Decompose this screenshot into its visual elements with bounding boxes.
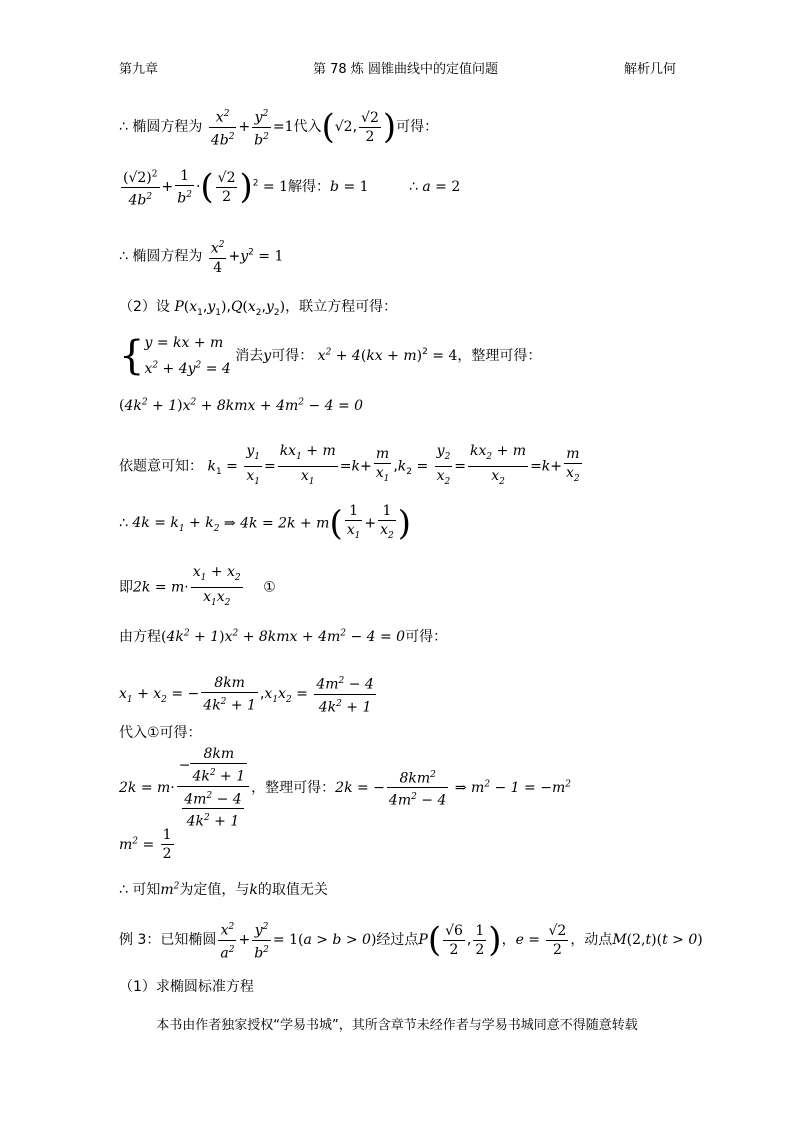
equation-line-4: （2）设 $P(x_1,y_1),Q(x_2,y_2)$，联立方程可得： — [119, 299, 398, 318]
equation-line-6: $(4k^2 + 1)x^2 + 8kmx + 4m^2 - 4 = 0$ — [119, 397, 364, 414]
equation-line-15: ∴ 可知$m^2$为定值，与k的取值无关 — [119, 881, 328, 898]
equation-line-9: 即2k = m· $\frac{x_1 + x_2}{x_1x_2}$ ① — [119, 564, 276, 608]
header-section: 解析几何 — [624, 62, 677, 77]
equation-line-10: 由方程$(4k^2 + 1)x^2 + 8kmx + 4m^2 - 4 = 0$可得： — [119, 628, 448, 645]
equation-line-3: ∴ 椭圆方程为 $\frac{x^2}{4}$ $+y^2 = 1$ — [119, 236, 283, 277]
equation-line-11: $x_1 + x_2$ = − $\frac{8km}{4k^2 + 1}$ $,x_1x_2$ = $\frac{4m^2 - 4}{4k^2 + 1}$ — [119, 672, 378, 716]
footer-notice: 本书由作者独家授权“学易书城”，其所含章节未经作者与学易书城同意不得随意转载 — [156, 1018, 638, 1033]
equation-line-1: ∴ 椭圆方程为 $\frac{x^2}{4b^2}$ + $\frac{y^2}{b^2}$ =1代入(√2, $\frac{√2}{2}$ )可得： — [119, 105, 438, 149]
equation-line-12: 代入①可得： — [119, 725, 202, 741]
header-chapter: 第九章 — [119, 62, 159, 77]
equation-line-13: 2k = m· − $\frac{8km}{4k^2 + 1}$ $\frac{4m^2 - 4}{4k^2 + 1}$ ，整理可得：2k = − $\frac{8km^2}{4m^2 - 4}$ ⇒ $m^2 - 1 = -m^2$ — [119, 746, 571, 830]
header-title: 第 78 炼 圆锥曲线中的定值问题 — [313, 62, 498, 77]
equation-line-8: ∴ $4k = k_1 + k_2$ ⇒ 4k = 2k + m( $\frac{1}{x_1}$ + $\frac{1}{x_2}$ ) — [119, 503, 411, 544]
equation-line-5: {y = kx + m $x^2 + 4y^2 = 4$ 消去y可得： $x^2 + 4(kx + m)^2 = 4$，整理可得： — [119, 332, 542, 379]
equation-line-17: （1）求椭圆标准方程 — [119, 979, 254, 995]
equation-line-14: $m^2$ = $\frac{1}{2}$ — [119, 827, 172, 862]
equation-line-2: $\frac{(√2)^2}{4b^2}$ + $\frac{1}{b^2}$ ·( $\frac{√2}{2}$ )$^2$ = 1解得：b = 1 ∴ a = 2 — [119, 165, 460, 209]
equation-line-16: 例 3：已知椭圆 $\frac{x^2}{a^2}$ + $\frac{y^2}{b^2}$ = 1(a > b > 0)经过点P( $\frac{√6}{2}$ , $\frac{1}{2}$ )，e = $\frac{√2}{2}$ ，动点M(2,t)(t > 0) — [119, 918, 703, 962]
equation-line-7: 依题意可知： $k_1$ = $\frac{y_1}{x_1}$ = $\frac{kx_1 + m}{x_1}$ =k+ $\frac{m}{x_1}$ $,k_2$ = $\frac{y_2}{x_2}$ = $\frac{kx_2 + m}{x_2}$ =k+ $\frac{m}{x_2}$ — [119, 443, 580, 487]
